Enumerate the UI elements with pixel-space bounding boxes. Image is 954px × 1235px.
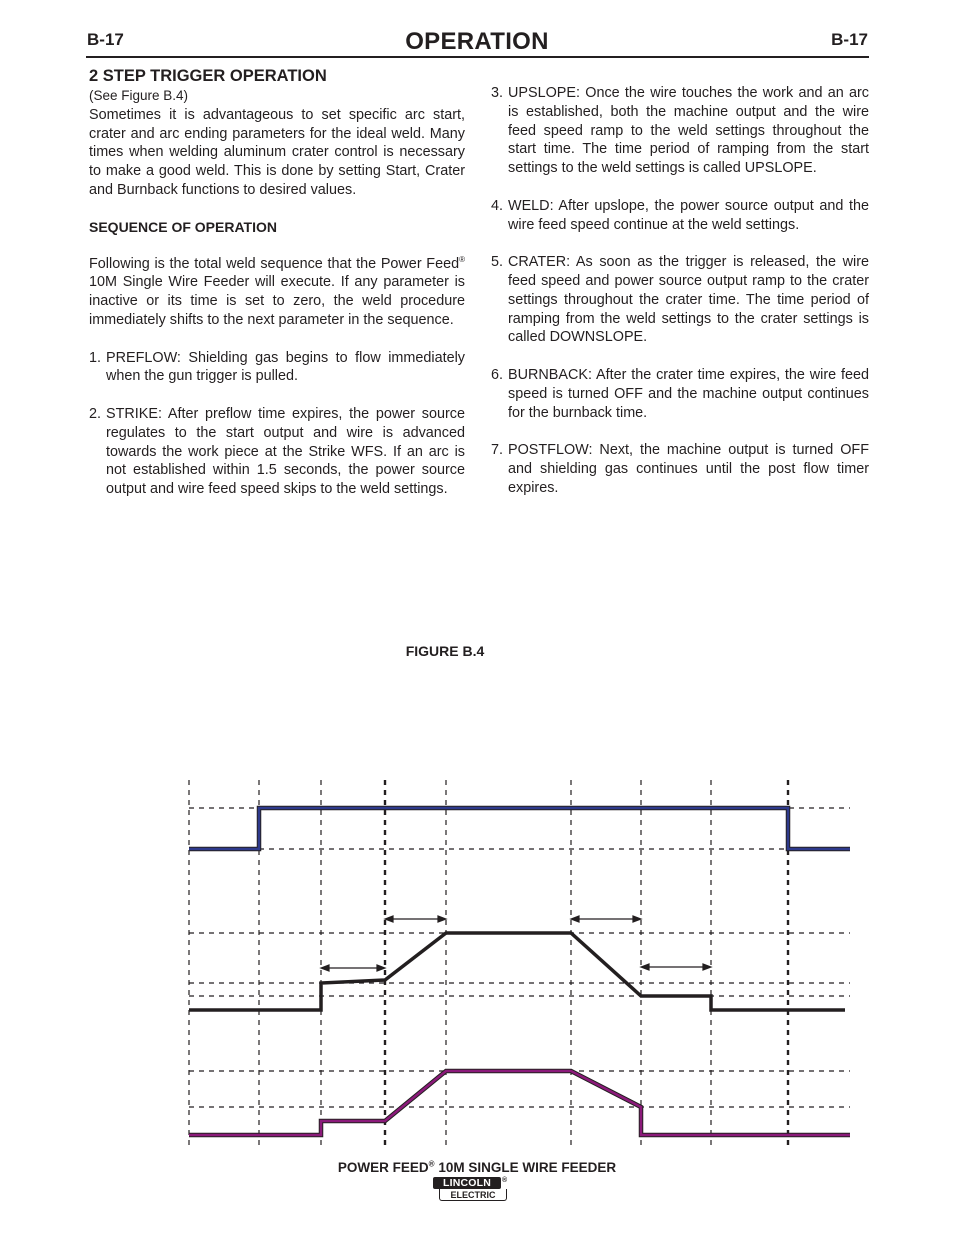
- item-text: WELD: After upslope, the power source output and the wire feed speed continue at the weld settings.: [508, 197, 869, 233]
- footer-registered-mark: ®: [428, 1159, 435, 1169]
- item-text: UPSLOPE: Once the wire touches the work and an arc is established, both the machine output and the wire feed speed ramp to the weld settings throughout the start time. The time period of ramping from the start settings to the weld settings is called UPSLOPE.: [508, 85, 869, 177]
- wire-feed-trace-outline: [189, 1071, 850, 1135]
- page-title: OPERATION: [405, 28, 549, 55]
- item-text: STRIKE: After preflow time expires, the power source regulates to the start output and wire is advanced towards the work piece at the Strike WFS. If an arc is not established within 1.5 seconds, the power source output and wire feed speed skips to the weld settings.: [106, 405, 465, 498]
- arrow-head: [703, 964, 711, 970]
- arrow-head: [641, 964, 649, 970]
- arrow-head: [633, 916, 641, 922]
- lincoln-electric-logo: [433, 1177, 509, 1205]
- item-text: CRATER: As soon as the trigger is released, the wire feed speed and power source output ramp to the crater settings throughout the crater time. The time period of ramping from the weld settings to the crater settings is called DOWNSLOPE.: [508, 254, 869, 346]
- wire-feed-trace: [189, 1071, 850, 1135]
- arrow-head: [385, 916, 393, 922]
- see-figure-note: (See Figure B.4): [89, 88, 189, 103]
- item-number: 5.: [491, 254, 504, 271]
- gas-flow-trace-outline: [189, 808, 850, 849]
- sequence-text-a: Following is the total weld sequence that the Power Feed: [89, 255, 460, 272]
- footer-product-a: POWER FEED: [337, 1160, 429, 1175]
- output-trace: [189, 933, 845, 1010]
- logo-bottom: ELECTRIC: [439, 1189, 507, 1201]
- item-text: PREFLOW: Shielding gas begins to flow immediately when the gun trigger is pulled.: [106, 349, 465, 385]
- timing-arrows: [321, 916, 711, 971]
- item-number: 1.: [89, 349, 102, 366]
- arrow-head: [321, 965, 329, 971]
- footer-product-b: 10M SINGLE WIRE FEEDER: [434, 1160, 617, 1175]
- arrow-head: [571, 916, 579, 922]
- sequence-subheading: SEQUENCE OF OPERATION: [89, 218, 277, 235]
- page-code-right: B-17: [831, 30, 868, 49]
- diagram-grid: [189, 780, 850, 1145]
- item-number: 6.: [491, 366, 504, 383]
- item-text: POSTFLOW: Next, the machine output is turned OFF and shielding gas continues until the post flow timer expires.: [508, 442, 869, 496]
- arrow-head: [438, 916, 446, 922]
- intro-paragraph: Sometimes it is advantageous to set specific arc start, crater and arc ending parameters for the ideal weld. Many times when welding aluminum crater control is necessary to make a good weld. This is done by setting Start, Crater and Burnback functions to desired values.: [89, 106, 465, 198]
- logo-registered: ®: [502, 1177, 508, 1184]
- figure-label: FIGURE B.4: [405, 643, 485, 659]
- item-text: BURNBACK: After the crater time expires, the wire feed speed is turned OFF and the machine output continues for the burnback time.: [508, 366, 869, 421]
- section-title: 2 STEP TRIGGER OPERATION: [89, 67, 327, 85]
- sequence-text-b: 10M Single Wire Feeder will execute. If any parameter is inactive or its time is set to zero, the weld procedure immediately shifts to the next parameter in the sequence.: [89, 274, 465, 328]
- gas-flow-trace: [189, 808, 850, 849]
- footer-product: [0, 1160, 954, 1175]
- logo-top: LINCOLN: [433, 1177, 501, 1189]
- registered-mark: ®: [459, 254, 465, 264]
- item-number: 4.: [491, 197, 504, 214]
- item-number: 7.: [491, 442, 504, 459]
- item-number: 3.: [491, 85, 504, 101]
- item-number: 2.: [89, 405, 102, 422]
- page-code-left: B-17: [87, 30, 124, 49]
